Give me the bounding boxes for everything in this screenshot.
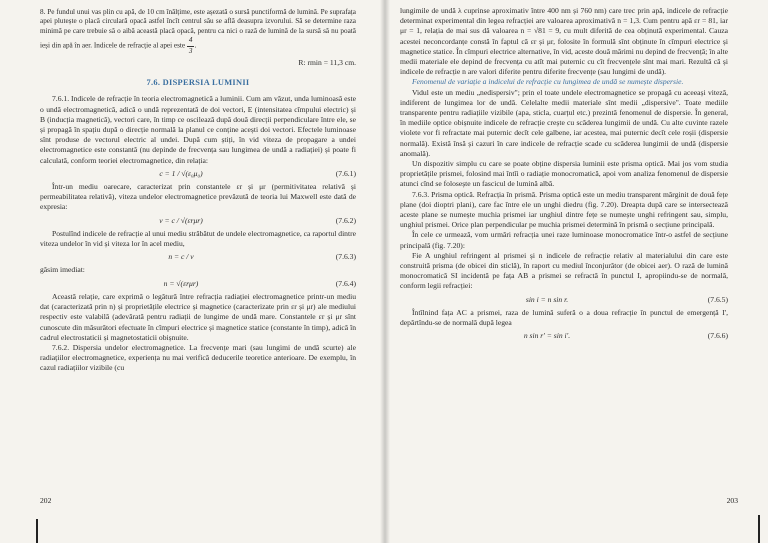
left-page-content: [40, 8, 356, 374]
equation-text: n = c / v: [168, 252, 194, 262]
book-gutter: [380, 0, 390, 543]
equation-7-6-2: [40, 216, 356, 226]
right-page: [384, 0, 768, 543]
equation-number: (7.6.3): [335, 252, 356, 262]
problem-fraction: $\frac{4}{3}$: [188, 36, 193, 55]
equation-text: n = √(εrμr): [163, 278, 199, 288]
equation-7-6-4: [40, 279, 356, 289]
equation-text: c = 1 / √(ε₀μ₀): [159, 168, 203, 178]
paragraph-medium: Într-un mediu oarecare, caracterizat prin constantele εr și μr (permitivitatea relativă și permeabilitatea relativă), viteza undelor electromagnetice prevăzută de teoria lui Maxwell este dată de expresia:: [40, 182, 356, 212]
binding-mark: [758, 515, 760, 543]
equation-number: (7.6.6): [707, 331, 728, 341]
paragraph-vacuum: Vidul este un mediu „nedispersiv"; prin el toate undele electromagnetice se propagă cu aceeași viteză, indiferent de lungimea lor de undă. Celelalte medii materiale sînt medii „dispersive". Toate mediile transparente pentru radiațiile vizibile (apa, sticla, cuarțul etc.) prezintă fenomenul de dispersie. În general, în mediile optice obișnuite indicele de refracție crește cu scăderea lungimii de undă. Cu alte cuvinte razele violete vor fi refractate mai puternic decît cele galbene, iar acestea, mai puternic decît cele roșii (dispersie normală). Există însă și cazuri în care indicele de refracție scade cu scăderea lungimii de undă (dispersie anomală).: [400, 87, 728, 158]
dispersion-definition: Fenomenul de variație a indicelui de refracție cu lungimea de undă se numește dispersie.: [412, 77, 684, 87]
page-number-left: 202: [40, 496, 52, 505]
paragraph-relation: Această relație, care exprimă o legătură între refracția radiației electromagnetice printr-un mediu dat (caracterizată prin n) și proprietățile electrice și magnetice (caracterizate prin εr și μr) ale mediului respectiv este valabilă (adevărată pentru radiații de lungime de undă mare. Constantele εr și μr sînt cunoscute din măsurători efectuate în cîmpuri electrice și magnetice statice (constante în timp), adică în cadrul electrostaticii și magnetostaticii obișnuite.: [40, 291, 356, 342]
paragraph-postulate: Postulînd indicele de refracție al unui mediu străbătut de undele electromagnetice, ca raportul dintre viteza undelor în vid și viteza lor în acel mediu,: [40, 228, 356, 249]
paragraph-section: În cele ce urmează, vom urmări refracția unei raze luminoase monocromatice într-o astfel de secțiune principală (fig. 7.20):: [400, 230, 728, 250]
equation-number: (7.6.5): [707, 294, 728, 304]
equation-7-6-3: [40, 252, 356, 262]
paragraph-emergence: Întîlnind fața AC a prismei, raza de lumină suferă o a doua refracție în punctul de emergență I', depărtîndu-se de normală după legea: [400, 307, 728, 328]
paragraph-7-6-2: 7.6.2. Dispersia undelor electromagnetice. La frecvențe mari (sau lungimi de undă scurte) ale radiațiilor electromagnetice, experiența nu mai verifică deducerile teoretice anterioare. De exemplu, în cazul radiațiilor vizibile (cu: [40, 342, 356, 373]
paragraph-refraction: Fie A unghiul refringent al prismei și n indicele de refracție relativ al materialului din care este construită prisma (de obicei din sticlă), în raport cu mediul înconjurător (de obicei aer). O rază de lumină monocromatică SI incidentă pe fața AB a prismei se refractă în punctul I, apropiindu-se de normală, conform legii refracției:: [400, 250, 728, 291]
paragraph-7-6-1: 7.6.1. Indicele de refracție în teoria electromagnetică a luminii. Cum am văzut, unda luminoasă este o undă electromagnetică, adică o undă reprezentată de doi vectori, E (intensitatea cîmpului electric) și B (inducția magnetică), vectori care, în timp ce oscilează după două direcții perpendiculare între ele, se și propagă în spațiu după o direcție normală la planul ce conține acești doi vectori. Efectele luminoase sînt produse de vectorul electric al undei. După cum știți, în vid viteza de propagare a undei electromagnetice este constantă (nu depinde de frecvența sau lungimea de undă a radiației) și poate fi calculată, conform teoriei electromagnetice, din relația:: [40, 94, 356, 165]
equation-text: v = c / √(εrμr): [159, 215, 203, 225]
equation-text: n sin r' = sin i'.: [523, 331, 571, 341]
problem-answer: R: rmin = 11,3 cm.: [298, 58, 356, 68]
right-page-content: [400, 6, 728, 345]
paragraph-continued: lungimile de undă λ cuprinse aproximativ între 400 nm și 760 nm) care trec prin apă, indicele de refracție determinat experimental din legea refracției are valoarea aproximativă n = 1,3. Cum pentru apă εr = 81, iar μr = 1, relația de mai sus dă valoarea n = √81 = 9, cu mult diferită de cea obținută experimental. Cauza acestei neconcordanțe constă în faptul că εr și μr, folosite în formulă sînt obținute în cîmpuri electrice și magnetice statice. În cîmpuri electrice alternative, în vid, aceste două mărimi nu depind de frecvență; în alte medii materiale ele depind de frecvența cu atît mai puternic cu cît frecvențele sînt mai mari. Rezultă că și indicele de refracție n are valori diferite pentru diferite frecvențe (sau lungimi de undă).: [400, 6, 728, 77]
paragraph-result: găsim imediat:: [40, 265, 85, 275]
equation-number: (7.6.4): [335, 278, 356, 288]
equation-text: sin i = n sin r.: [525, 294, 569, 304]
equation-7-6-5: [400, 295, 728, 305]
equation-7-6-6: [400, 331, 728, 341]
problem-8: 8. Pe fundul unui vas plin cu apă, de 10 cm înălțime, este așezată o sursă punctiformă de lumină. Pe suprafața apei plutește o placă circulară opacă astfel încît centrul său se află deasupra izvorului. Să se determine raza minimă pe care trebuie să o aibă această placă opacă, pentru ca nici o rază de lumină de la sursă să nu poată ieși din apă în aer. Indicele de refracție al apei este $\frac{4}{3}$ .: [40, 8, 356, 55]
binding-mark: [36, 519, 38, 543]
section-title: 7.6. DISPERSIA LUMINII: [146, 78, 250, 88]
equation-number: (7.6.1): [335, 168, 356, 178]
page-number-right: 203: [726, 496, 738, 505]
equation-7-6-1: [40, 169, 356, 179]
equation-number: (7.6.2): [335, 215, 356, 225]
paragraph-prism-intro: Un dispozitiv simplu cu care se poate obține dispersia luminii este prisma optică. Mai jos vom studia proprietățile prismei, folosind mai întîi o radiație monocromatică, apoi vom analiza fenomenul de dispersie atunci cînd se folosește un fascicul de lumină albă.: [400, 159, 728, 189]
paragraph-7-6-3: 7.6.3. Prisma optică. Refracția în prismă. Prisma optică este un mediu transparent mărginit de două fețe plane (doi dioptri plani), care fac între ele un unghi diedru (fig. 7.20). Dreapta după care se intersectează aceste plane se numește muchia prismei iar unghiul dintre fețe se numește unghi refringent sau, simplu, unghiul prismei. Orice plan perpendicular pe muchia prismei determină în prismă o secțiune principală.: [400, 189, 728, 230]
